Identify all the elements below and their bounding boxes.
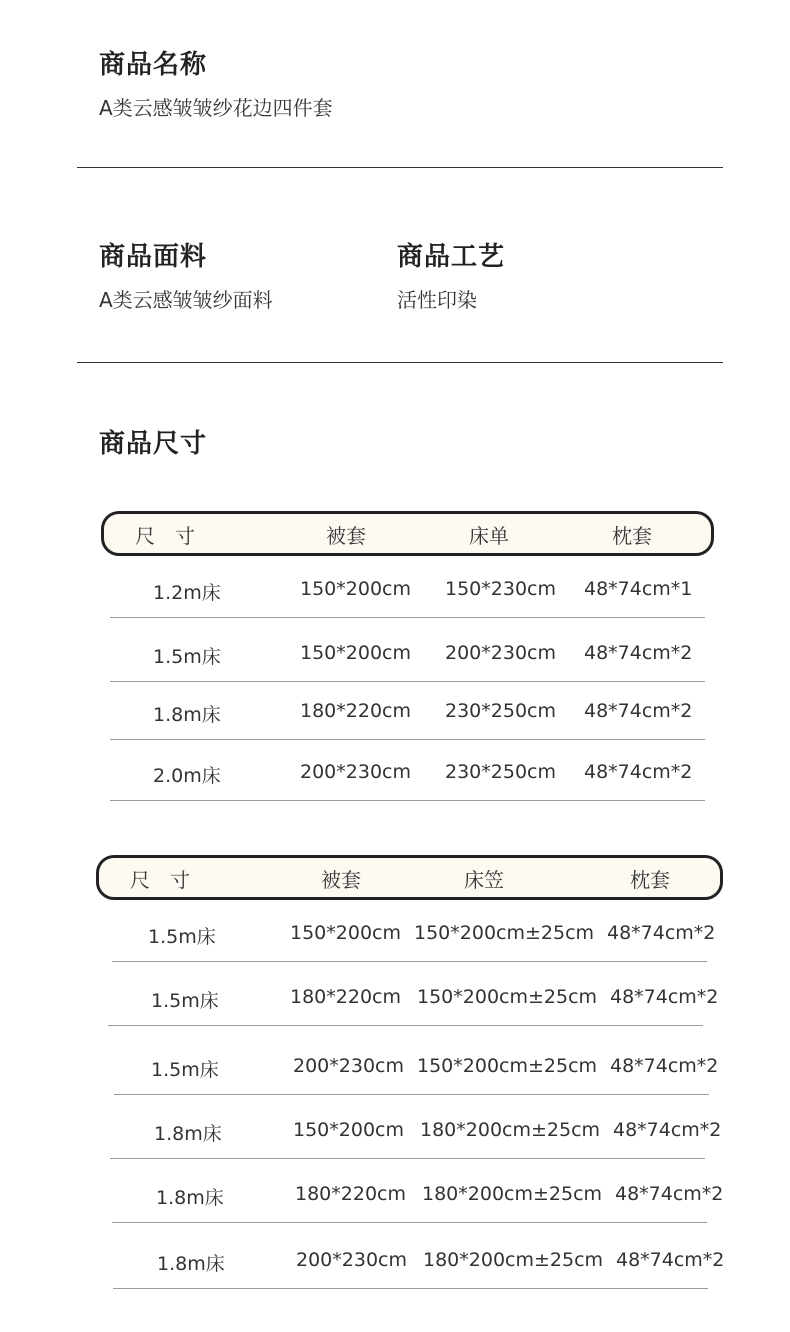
table-cell: 48*74cm*2 [584,761,693,783]
table-cell: 150*200cm±25cm [417,1055,598,1077]
table-cell: 2.0m床 [153,765,221,787]
table-cell: 48*74cm*2 [610,986,719,1008]
row-divider [110,681,705,682]
size-section-label: 商品尺寸 [99,429,208,459]
table-cell: 150*200cm±25cm [417,986,598,1008]
header-pillowcase: 枕套 [630,868,670,892]
table-cell: 180*200cm±25cm [422,1183,603,1205]
header-sheet: 床单 [469,524,509,548]
table-cell: 200*230cm [300,761,411,783]
row-divider [110,1158,705,1159]
table-cell: 200*230cm [296,1249,407,1271]
table-cell: 180*220cm [290,986,401,1008]
divider [77,167,723,168]
table-cell: 1.5m床 [153,646,221,668]
fabric-label: 商品面料 [99,242,208,272]
craft-value: 活性印染 [397,288,477,312]
table-cell: 150*200cm [293,1119,404,1141]
row-divider [112,1222,707,1223]
table-cell: 48*74cm*2 [584,642,693,664]
row-divider [108,1025,703,1026]
table-cell: 1.8m床 [154,1123,222,1145]
table-cell: 48*74cm*2 [613,1119,722,1141]
table-cell: 200*230cm [293,1055,404,1077]
header-duvet: 被套 [326,524,366,548]
table-cell: 48*74cm*2 [615,1183,724,1205]
table-cell: 180*220cm [295,1183,406,1205]
product-name-value: A类云感皱皱纱花边四件套 [99,96,333,120]
table-cell: 180*200cm±25cm [423,1249,604,1271]
row-divider [110,800,705,801]
fabric-value: A类云感皱皱纱面料 [99,288,273,312]
table-cell: 1.5m床 [151,1059,219,1081]
row-divider [112,961,707,962]
table-cell: 1.8m床 [157,1253,225,1275]
header-fitted-sheet: 床笠 [464,868,504,892]
table-cell: 150*200cm±25cm [414,922,595,944]
table-header-bar [96,855,723,900]
row-divider [110,617,705,618]
product-name-label: 商品名称 [99,50,208,80]
table-cell: 230*250cm [445,700,556,722]
table-cell: 230*250cm [445,761,556,783]
row-divider [114,1094,709,1095]
table-cell: 1.8m床 [153,704,221,726]
table-cell: 180*220cm [300,700,411,722]
craft-label: 商品工艺 [397,242,506,272]
table-cell: 200*230cm [445,642,556,664]
header-pillowcase: 枕套 [612,524,652,548]
table-cell: 1.5m床 [148,926,216,948]
table-cell: 150*200cm [290,922,401,944]
table-cell: 1.2m床 [153,582,221,604]
table-cell: 150*230cm [445,578,556,600]
table-cell: 48*74cm*2 [616,1249,725,1271]
header-size: 尺 寸 [135,524,195,548]
row-divider [113,1288,708,1289]
table-cell: 48*74cm*2 [584,700,693,722]
divider [77,362,723,363]
table-cell: 150*200cm [300,578,411,600]
table-cell: 48*74cm*2 [610,1055,719,1077]
row-divider [110,739,705,740]
header-size: 尺 寸 [130,868,190,892]
table-cell: 180*200cm±25cm [420,1119,601,1141]
table-cell: 48*74cm*1 [584,578,693,600]
table-cell: 1.5m床 [151,990,219,1012]
table-cell: 150*200cm [300,642,411,664]
table-cell: 1.8m床 [156,1187,224,1209]
header-duvet: 被套 [321,868,361,892]
table-cell: 48*74cm*2 [607,922,716,944]
